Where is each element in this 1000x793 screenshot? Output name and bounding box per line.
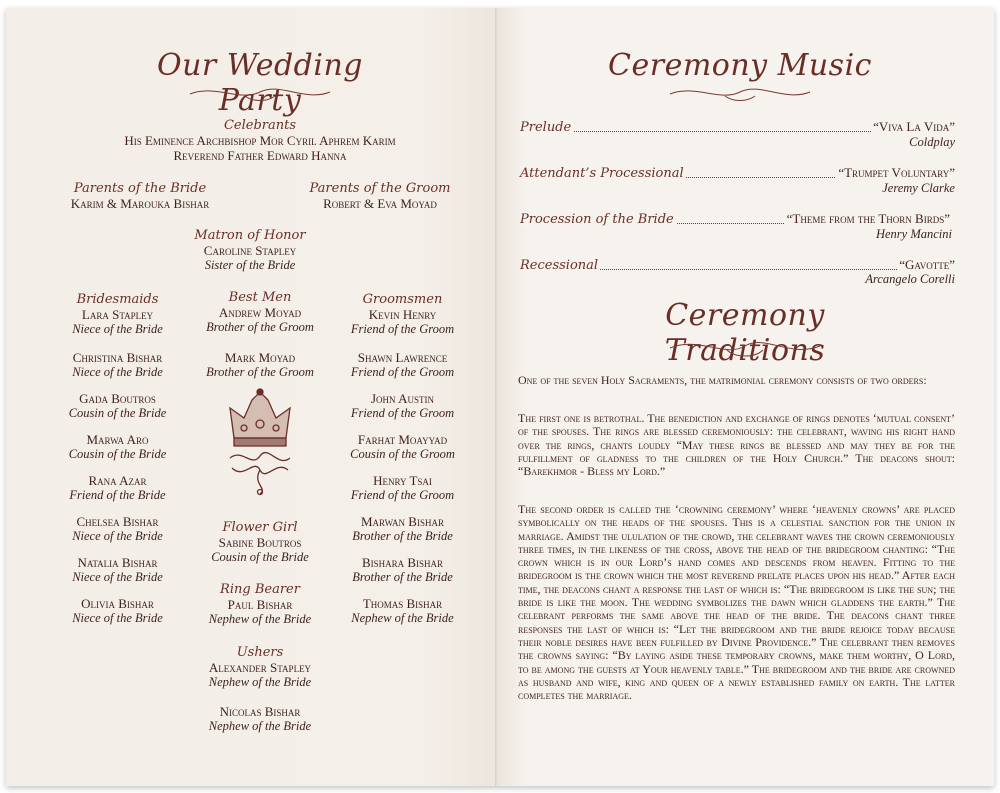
bridesmaid-relation: Niece of the Bride xyxy=(72,529,163,543)
matron-relation: Sister of the Bride xyxy=(204,258,296,272)
ceremony-traditions-title: Ceremony Traditions xyxy=(664,298,826,368)
list-item xyxy=(45,473,190,514)
celebrants-block xyxy=(60,118,460,163)
bridesmaid-relation: Niece of the Bride xyxy=(72,611,163,625)
parents-groom-names: Robert & Eva Moyad xyxy=(323,196,437,211)
ushers-block xyxy=(185,645,335,734)
bridesmaid-name: Olivia Bishar xyxy=(81,596,154,611)
best-men-role: Best Men xyxy=(228,290,292,305)
bridesmaid-name: Lara Stapley xyxy=(81,307,154,322)
music-label: Recessional xyxy=(520,258,599,273)
traditions-flourish-icon xyxy=(665,334,825,360)
flower-girl-block xyxy=(185,520,335,565)
celebrant-name: Reverend Father Edward Hanna xyxy=(173,148,347,163)
matron-block xyxy=(180,228,320,273)
music-label: Attendant’s Processional xyxy=(520,166,684,181)
list-item xyxy=(45,596,190,637)
flower-girl-relation: Cousin of the Bride xyxy=(211,550,309,564)
groomsman-relation: Brother of the Bride xyxy=(352,570,453,584)
bridesmaid-relation: Niece of the Bride xyxy=(72,570,163,584)
groomsmen-column xyxy=(330,292,475,637)
page-fold xyxy=(495,8,498,786)
bridesmaid-name: Natalia Bishar xyxy=(77,555,158,570)
groomsman-relation: Friend of the Groom xyxy=(350,406,455,420)
list-item xyxy=(185,350,335,380)
ushers-role: Ushers xyxy=(236,645,284,660)
list-item xyxy=(45,307,190,350)
list-item xyxy=(45,432,190,473)
bridesmaid-name: Christina Bishar xyxy=(72,350,163,365)
list-item xyxy=(330,514,475,555)
list-item xyxy=(45,391,190,432)
best-man-name: Andrew Moyad xyxy=(218,305,302,320)
list-item xyxy=(185,305,335,350)
groomsman-relation: Brother of the Bride xyxy=(352,529,453,543)
list-item xyxy=(45,350,190,391)
music-row-recessional xyxy=(520,255,955,273)
list-item xyxy=(45,514,190,555)
traditions-paragraph-intro: One of the seven Holy Sacraments, the matrimonial ceremony consists of two orders: xyxy=(518,373,927,387)
matron-name: Caroline Stapley xyxy=(203,243,297,258)
bridesmaid-relation: Niece of the Bride xyxy=(72,365,163,379)
music-piece: “Viva La Vida” xyxy=(873,119,955,134)
usher-relation: Nephew of the Bride xyxy=(208,719,312,733)
flower-girl-name: Sabine Boutros xyxy=(218,535,302,550)
bridesmaid-relation: Cousin of the Bride xyxy=(68,447,167,461)
music-composer: Arcangelo Corelli xyxy=(865,272,955,286)
music-piece: “Theme from the Thorn Birds” xyxy=(786,211,950,226)
groomsman-name: Kevin Henry xyxy=(368,307,437,322)
music-piece: “Trumpet Voluntary” xyxy=(838,165,955,180)
wedding-party-title: Our Wedding Party xyxy=(157,48,363,118)
usher-name: Alexander Stapley xyxy=(208,660,312,675)
list-item xyxy=(330,473,475,514)
music-composer: Henry Mancini xyxy=(875,227,952,241)
list-item xyxy=(330,596,475,637)
ring-bearer-block xyxy=(185,582,335,627)
list-item xyxy=(45,555,190,596)
parents-bride-names: Karim & Marouka Bishar xyxy=(70,196,210,211)
list-item xyxy=(330,350,475,391)
list-item xyxy=(330,391,475,432)
usher-relation: Nephew of the Bride xyxy=(208,675,312,689)
parents-groom-role: Parents of the Groom xyxy=(309,181,451,196)
bridesmaid-relation: Cousin of the Bride xyxy=(68,406,167,420)
groomsman-name: Henry Tsai xyxy=(373,473,432,488)
best-man-name: Mark Moyad xyxy=(224,350,296,365)
list-item xyxy=(330,432,475,473)
parents-groom-block xyxy=(290,181,470,211)
crown-emblem-icon xyxy=(222,388,298,498)
bridesmaid-name: Chelsea Bishar xyxy=(76,514,159,529)
groomsman-name: Thomas Bishar xyxy=(362,596,443,611)
groomsman-relation: Nephew of the Bride xyxy=(351,611,454,625)
flower-girl-role: Flower Girl xyxy=(222,520,298,535)
ring-bearer-relation: Nephew of the Bride xyxy=(208,612,312,626)
traditions-paragraph-crowning: The second order is called the ‘crowning ceremony’ where ‘heavenly crowns’ are placed symbolically on the heads of the spouses. This is a celestial sanction for the union in marriage. Amidst the ululation of the crowd, the celebrant waves the crown ceremoniously three times, in the likeness of the cross, above the head of the bridegroom chanting: “The crown which is in our Lord’s hand comes and descends from heaven. Fitting to the bridegroom is the crown which the most reverend prelate places upon his head.” After each time, the deacons chant a response the last of which is: “The bridegroom is like the sun; the bride is like the moon. The wedding symbolizes the dawn which gladdens the earth.” The celebrant performs the same above the head of the bride. The deacons chant three responses the last of which is: “Let the bridegroom and the bride rejoice today because their noble desires have been fulfilled by Divine Providence.” The celebrant then removes the crowns saying: “By laying aside these temporary crowns, make them worthy, O Lord, to be among the guests at Your heavenly table.” The bridegroom and the bride are crowned as husband and wife, king and queen of a newly established family on earth. The latter completes the marriage. xyxy=(518,502,955,703)
parents-bride-role: Parents of the Bride xyxy=(73,181,207,196)
bridesmaid-name: Gada Boutros xyxy=(79,391,156,406)
ring-bearer-role: Ring Bearer xyxy=(220,582,300,597)
parents-bride-block xyxy=(50,181,230,211)
music-label: Prelude xyxy=(520,120,572,135)
list-item xyxy=(185,704,335,734)
bridesmaid-name: Rana Azar xyxy=(88,473,147,488)
groomsman-name: Shawn Lawrence xyxy=(357,350,448,365)
bridesmaid-name: Marwa Aro xyxy=(86,432,149,447)
groomsman-name: Marwan Bishar xyxy=(361,514,444,529)
music-row-procession xyxy=(520,209,950,227)
bridesmaids-column xyxy=(45,292,190,637)
music-label: Procession of the Bride xyxy=(520,212,674,227)
bridesmaid-relation: Niece of the Bride xyxy=(72,322,163,336)
usher-name: Nicolas Bishar xyxy=(219,704,301,719)
groomsmen-role: Groomsmen xyxy=(362,292,443,307)
ceremony-music-title: Ceremony Music xyxy=(608,48,872,83)
groomsman-name: John Austin xyxy=(371,391,434,406)
traditions-paragraph-betrothal: The first one is betrothal. The benediction and exchange of rings denotes ‘mutual consent’ of the spouses. The rings are blessed ceremoniously: the celebrant, waving his right hand over the rings, chants loudly “May these rings be blessed and may they be for the fulfillment of gladness to the children of the Holy Church.” The deacons shout: “Barekhmor - Bless my Lord.” xyxy=(518,411,955,479)
best-men-column xyxy=(185,290,335,380)
bridesmaid-relation: Friend of the Bride xyxy=(69,488,166,502)
music-composer: Jeremy Clarke xyxy=(882,181,955,195)
groomsman-name: Bishara Bishar xyxy=(361,555,444,570)
list-item xyxy=(330,555,475,596)
groomsman-relation: Friend of the Groom xyxy=(350,488,455,502)
groomsman-name: Farhat Moayyad xyxy=(357,432,448,447)
groomsman-relation: Friend of the Groom xyxy=(350,365,455,379)
list-item xyxy=(330,307,475,350)
matron-role: Matron of Honor xyxy=(194,228,306,243)
ring-bearer-name: Paul Bishar xyxy=(227,597,293,612)
best-man-relation: Brother of the Groom xyxy=(206,320,314,334)
bridesmaids-role: Bridesmaids xyxy=(76,292,159,307)
list-item xyxy=(185,660,335,704)
title-flourish-icon xyxy=(185,82,335,104)
music-flourish-icon xyxy=(665,82,815,104)
music-row-attendants xyxy=(520,163,955,181)
best-man-relation: Brother of the Groom xyxy=(206,365,314,379)
music-composer: Coldplay xyxy=(909,135,955,149)
celebrants-role: Celebrants xyxy=(223,118,297,133)
music-row-prelude xyxy=(520,117,955,135)
celebrant-name: His Eminence Archbishop Mor Cyril Aphrem Karim xyxy=(124,133,396,148)
groomsman-relation: Cousin of the Groom xyxy=(350,447,455,461)
music-piece: “Gavotte” xyxy=(899,257,955,272)
groomsman-relation: Friend of the Groom xyxy=(350,322,455,336)
